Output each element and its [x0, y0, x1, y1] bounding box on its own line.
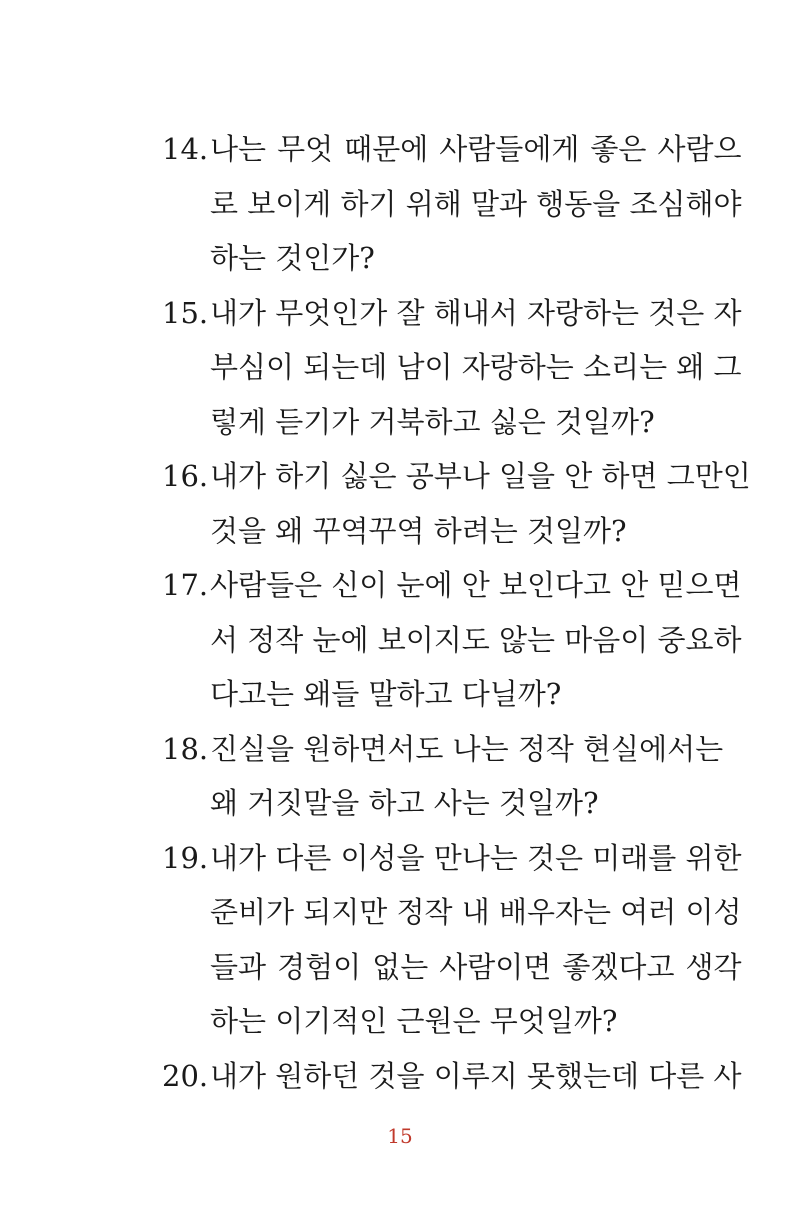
- question-number: 19.: [162, 840, 209, 875]
- question-item: [162, 449, 751, 558]
- question-number: 16.: [162, 459, 209, 493]
- text-line: 나는 무엇 때문에 사람들에게 좋은 사람으: [210, 132, 742, 166]
- question-number: 20.: [162, 1058, 209, 1093]
- text-line: 로 보이게 하기 위해 말과 행동을 조심해야: [210, 186, 742, 221]
- text-line: 것을 왜 꾸역꾸역 하려는 것일까?: [210, 513, 627, 548]
- page-number: 15: [387, 1124, 413, 1148]
- question-item: [162, 122, 742, 286]
- question-text: [210, 449, 751, 558]
- question-number: 14.: [162, 132, 209, 166]
- question-number: 18.: [162, 731, 209, 766]
- question-text: [210, 831, 742, 1049]
- question-number: 15.: [162, 295, 209, 330]
- text-line: 다고는 왜들 말하고 다닐까?: [210, 677, 562, 711]
- text-line: 들과 경험이 없는 사람이면 좋겠다고 생각: [210, 949, 742, 984]
- text-line: 내가 다른 이성을 만나는 것은 미래를 위한: [210, 840, 742, 875]
- question-text: [210, 722, 723, 831]
- text-line: 하는 것인가?: [210, 241, 375, 275]
- text-line: 진실을 원하면서도 나는 정작 현실에서는: [210, 731, 724, 766]
- text-line: 내가 무엇인가 잘 해내서 자랑하는 것은 자: [210, 295, 742, 330]
- question-text: [210, 286, 742, 450]
- question-item: [162, 831, 742, 1049]
- question-text: [210, 558, 742, 722]
- text-line: 준비가 되지만 정작 내 배우자는 여러 이성: [210, 895, 742, 929]
- question-item: [162, 722, 724, 831]
- question-item: [162, 286, 742, 450]
- question-text: [210, 1049, 742, 1104]
- text-line: 내가 원하던 것을 이루지 못했는데 다른 사: [210, 1058, 742, 1093]
- question-item: [162, 558, 742, 722]
- text-line: 왜 거짓말을 하고 사는 것일까?: [210, 786, 599, 820]
- question-text: [210, 122, 742, 286]
- text-line: 내가 하기 싫은 공부나 일을 안 하면 그만인: [210, 459, 751, 493]
- question-item: [162, 1049, 742, 1104]
- question-list: [162, 122, 751, 1103]
- text-line: 부심이 되는데 남이 자랑하는 소리는 왜 그: [210, 350, 742, 384]
- text-line: 렇게 듣기가 거북하고 싫은 것일까?: [210, 404, 655, 439]
- text-line: 하는 이기적인 근원은 무엇일까?: [210, 1004, 618, 1038]
- text-line: 사람들은 신이 눈에 안 보인다고 안 믿으면: [210, 568, 742, 602]
- text-line: 서 정작 눈에 보이지도 않는 마음이 중요하: [210, 622, 742, 657]
- question-number: 17.: [162, 568, 209, 602]
